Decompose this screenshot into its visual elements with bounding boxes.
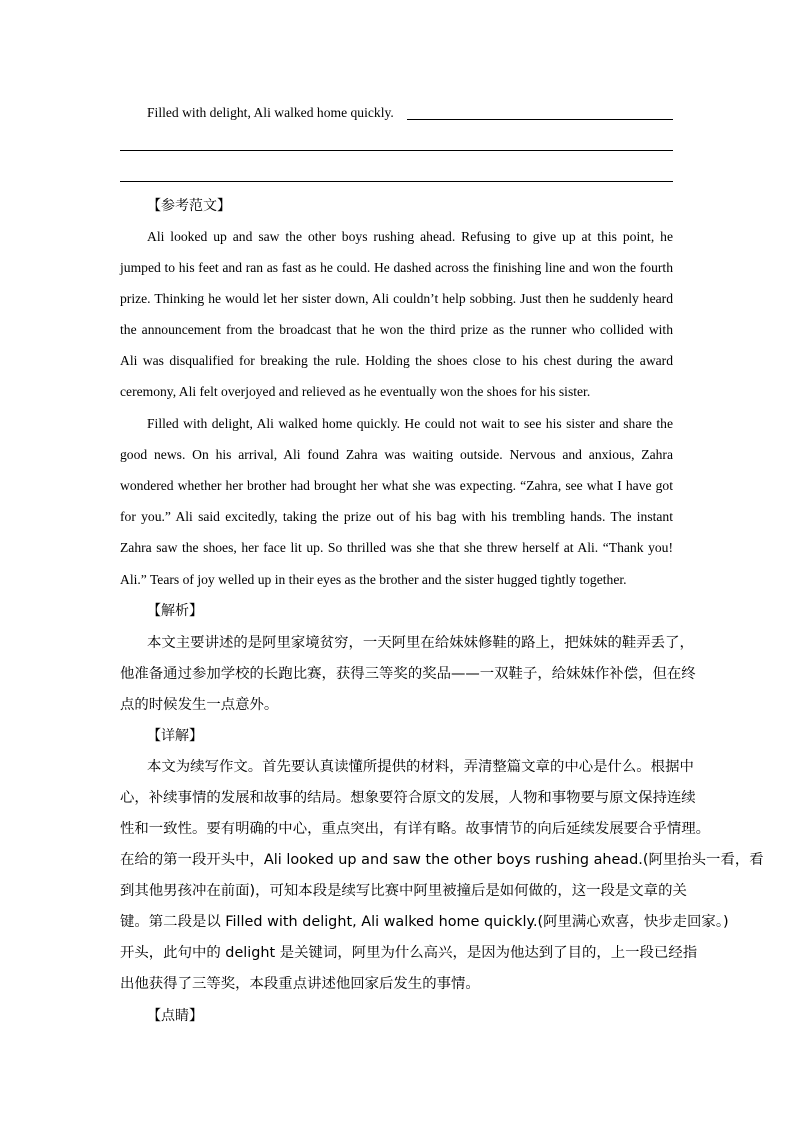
detail-heading: 【详解】 — [147, 728, 203, 744]
key-point-heading: 【点睛】 — [147, 1008, 203, 1024]
analysis-line: 点的时候发生一点意外。 — [120, 697, 279, 713]
essay-line: ceremony, Ali felt overjoyed and relieved as he eventually won the shoes for his sister. — [120, 384, 591, 399]
detail-line: 键。第二段是以 Filled with delight, Ali walked home quickly.(阿里满心欢喜，快步走回家。) — [120, 914, 729, 930]
analysis-heading: 【解析】 — [147, 603, 203, 619]
essay-line: prize. Thinking he would let her sister down, Ali couldn’t help sobbing. Just then he suddenly heard — [120, 291, 673, 306]
answer-blank-line — [407, 119, 673, 120]
detail-line: 出他获得了三等奖，本段重点讲述他回家后发生的事情。 — [120, 976, 480, 992]
answer-line — [120, 181, 673, 182]
continuation-prompt: Filled with delight, Ali walked home quickly. — [147, 105, 394, 120]
essay-line: Zahra saw the shoes, her face lit up. So thrilled was she that she threw herself at Ali. “Thank you! — [120, 540, 673, 555]
reference-essay-heading: 【参考范文】 — [147, 198, 231, 214]
essay-line: for you.” Ali said excitedly, taking the prize out of his bag with his trembling hands. The instant — [120, 509, 673, 524]
detail-line: 性和一致性。要有明确的中心，重点突出，有详有略。故事情节的向后延续发展要合乎情理。 — [120, 821, 711, 837]
detail-line: 到其他男孩冲在前面)，可知本段是续写比赛中阿里被撞后是如何做的，这一段是文章的关 — [120, 883, 687, 899]
essay-line: good news. On his arrival, Ali found Zahra was waiting outside. Nervous and anxious, Zahra — [120, 447, 673, 462]
essay-line: Ali.” Tears of joy welled up in their eyes as the brother and the sister hugged tightly together. — [120, 572, 627, 587]
detail-line: 心，补续事情的发展和故事的结局。想象要符合原文的发展，人物和事物要与原文保持连续 — [120, 790, 696, 806]
detail-line: 本文为续写作文。首先要认真读懂所提供的材料，弄清整篇文章的中心是什么。根据中 — [147, 759, 694, 775]
essay-line: Ali was disqualified for breaking the rule. Holding the shoes close to his chest during the award — [120, 353, 673, 368]
essay-line: the announcement from the broadcast that he won the third prize as the runner who collided with — [120, 322, 673, 337]
detail-line: 开头，此句中的 delight 是关键词，阿里为什么高兴，是因为他达到了目的，上一段已经指 — [120, 945, 698, 961]
essay-line: Filled with delight, Ali walked home quickly. He could not wait to see his sister and share the — [147, 416, 673, 431]
answer-line — [120, 150, 673, 151]
analysis-line: 他准备通过参加学校的长跑比赛，获得三等奖的奖品——一双鞋子，给妹妹作补偿，但在终 — [120, 666, 696, 682]
essay-line: Ali looked up and saw the other boys rushing ahead. Refusing to give up at this point, he — [147, 229, 673, 244]
detail-line: 在给的第一段开头中，Ali looked up and saw the other boys rushing ahead.(阿里抬头一看，看 — [120, 852, 764, 868]
essay-line: wondered whether her brother had brought her what she was expecting. “Zahra, see what I have got — [120, 478, 673, 493]
essay-line: jumped to his feet and ran as fast as he could. He dashed across the finishing line and won the fourth — [120, 260, 673, 275]
analysis-line: 本文主要讲述的是阿里家境贫穷，一天阿里在给妹妹修鞋的路上，把妹妹的鞋弄丢了， — [147, 635, 694, 651]
